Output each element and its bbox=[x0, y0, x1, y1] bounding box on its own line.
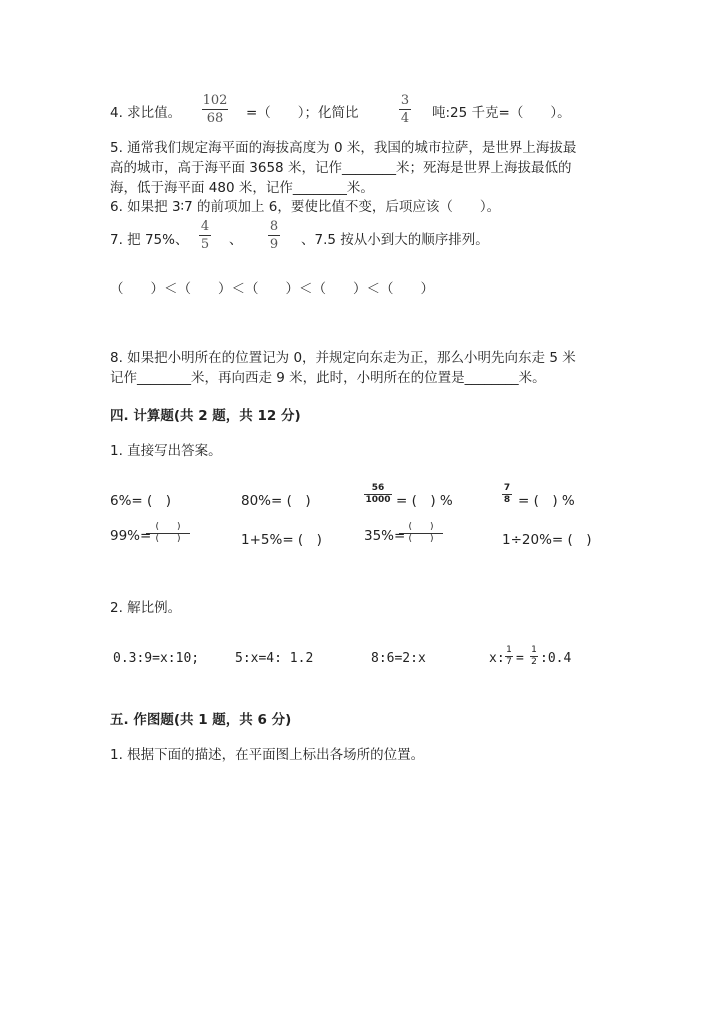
section-4-title: 四. 计算题(共 2 题，共 12 分) bbox=[110, 408, 301, 424]
section-4-sub-2: 2. 解比例。 bbox=[110, 600, 182, 616]
section-4-sub-1: 1. 直接写出答案。 bbox=[110, 443, 222, 459]
q5-line-1: 5. 通常我们规定海平面的海拔高度为 0 米，我国的城市拉萨，是世界上海拔最 bbox=[110, 140, 577, 156]
q7-label: 7. 把 75%、 bbox=[110, 232, 189, 248]
calc-r1-d-tail: = ( ) % bbox=[518, 493, 575, 509]
proportion-4-lead: x: bbox=[489, 651, 505, 666]
q4-fraction-1: 102 68 bbox=[202, 93, 228, 126]
q4-tail: 吨:25 千克=（ ）。 bbox=[432, 105, 571, 121]
proportion-4-tail: :0.4 bbox=[540, 651, 572, 666]
q6-text: 6. 如果把 3∶7 的前项加上 6，要使比值不变，后项应该（ ）。 bbox=[110, 199, 501, 215]
section-5-sub-1: 1. 根据下面的描述，在平面图上标出各场所的位置。 bbox=[110, 747, 425, 763]
q7-separator: 、 bbox=[229, 232, 243, 248]
proportion-4-fraction-2: 1 2 bbox=[531, 645, 537, 667]
q5-line-3: 海，低于海平面 480 米，记作________米。 bbox=[110, 180, 374, 196]
q7-tail: 、7.5 按从小到大的顺序排列。 bbox=[301, 232, 489, 248]
calc-r1-d-fraction: 7 8 bbox=[503, 483, 511, 505]
q4-label: 4. 求比值。 bbox=[110, 105, 182, 121]
q8-line-1: 8. 如果把小明所在的位置记为 0，并规定向东走为正，那么小明先向东走 5 米 bbox=[110, 350, 576, 366]
q4-middle: =（ ）；化简比 bbox=[246, 105, 359, 121]
calc-r1-c-tail: = ( ) % bbox=[396, 493, 453, 509]
proportion-1: 0.3:9=x:10; bbox=[113, 651, 200, 666]
calc-r2-c-lead: 35%= bbox=[364, 528, 406, 544]
calc-r2-a-fraction: ( ) ( ) bbox=[146, 523, 190, 544]
calc-r2-d: 1÷20%= ( ) bbox=[502, 532, 592, 548]
proportion-4-equals: = bbox=[516, 651, 524, 666]
q7-fraction-1: 4 5 bbox=[200, 219, 210, 252]
calc-r2-c-fraction: ( ) ( ) bbox=[399, 523, 443, 544]
section-5-title: 五. 作图题(共 1 题，共 6 分) bbox=[110, 712, 292, 728]
calc-r2-b: 1+5%= ( ) bbox=[241, 532, 322, 548]
q8-line-2: 记作________米，再向西走 9 米，此时，小明所在的位置是________米。 bbox=[110, 370, 546, 386]
calc-r1-a: 6%= ( ) bbox=[110, 493, 172, 509]
q4-fraction-2: 3 4 bbox=[400, 93, 410, 126]
proportion-4-fraction-1: 1 7 bbox=[506, 645, 512, 667]
q7-order-blanks: （ ）＜（ ）＜（ ）＜（ ）＜（ ） bbox=[110, 281, 434, 297]
proportion-2: 5:x=4: 1.2 bbox=[235, 651, 314, 666]
calc-r1-b: 80%= ( ) bbox=[241, 493, 311, 509]
calc-r1-c-fraction: 56 1000 bbox=[365, 483, 391, 505]
q7-fraction-2: 8 9 bbox=[269, 219, 279, 252]
q5-line-2: 高的城市，高于海平面 3658 米，记作________米；死海是世界上海拔最低的 bbox=[110, 160, 572, 176]
calc-r2-a-lead: 99%= bbox=[110, 528, 152, 544]
proportion-3: 8:6=2:x bbox=[371, 651, 426, 666]
